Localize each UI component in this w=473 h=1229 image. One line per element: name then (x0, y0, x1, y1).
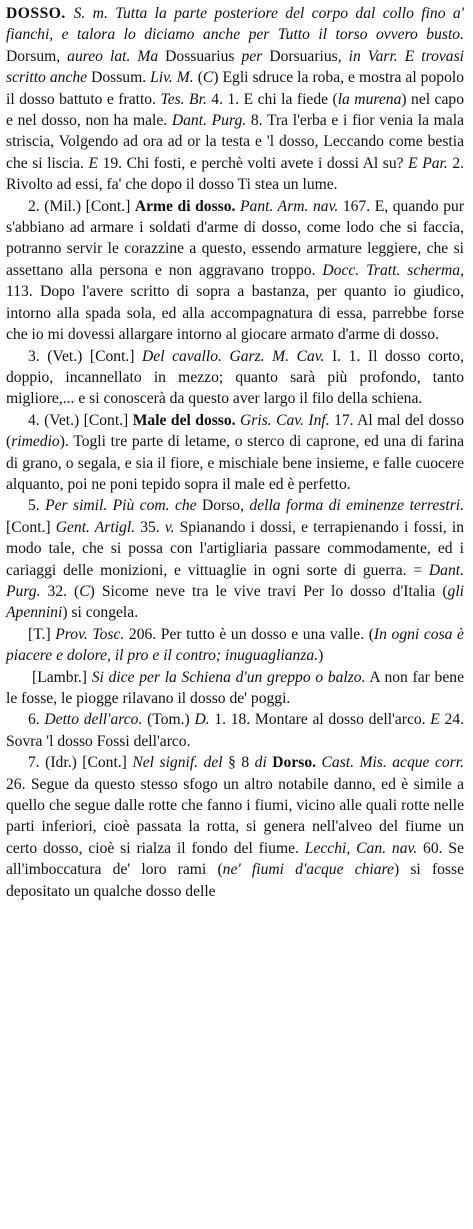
text-run: 2. Rivolto ad essi, fa' che dopo il dosso Ti stea un lume. (6, 154, 465, 194)
text-run: la murena (337, 90, 402, 108)
text-run: 4. (Vet.) [Cont.] (28, 411, 133, 429)
text-run: A non far bene le fosse, le piogge rilavano il dosso de' poggi. (6, 668, 464, 707)
text-run: Pant. Arm. nav. (240, 197, 339, 215)
text-run: S. m. (73, 5, 116, 22)
text-run: v. (164, 518, 175, 536)
text-run: Tutta la parte posteriore del corpo dal collo fino a' fianchi, e talora lo diciamo anche per Tutto il torso ovvero busto. (6, 5, 464, 44)
text-run: 7. (Idr.) [Cont.] (28, 754, 133, 772)
text-run: C (202, 69, 214, 87)
text-run: di (254, 754, 267, 772)
text-run: Detto dell'arco. (44, 711, 143, 729)
text-run: 4. 1. E chi la fiede ( (206, 90, 338, 108)
text-run: in Varr. E trovasi scritto anche (6, 47, 464, 87)
text-run: ) si congela. (62, 604, 139, 622)
text-run: Dorso. (272, 754, 317, 772)
text-run: Liv. M. (150, 69, 194, 87)
entry-sense-6 (6, 709, 464, 752)
text-run: Cast. Mis. acque corr. (321, 754, 464, 772)
text-run: Dant. Purg. (171, 112, 247, 130)
text-run: 35. (135, 518, 165, 536)
text-run: 8. Tra l'erba e i fior venia la mala striscia, Volgendo ad ora ad or la testa e 'l dosso, Leccando come bestia che si liscia. (6, 112, 464, 172)
text-run: ) (318, 647, 324, 665)
text-run: ) Egli sdruce la roba, e mostra al popolo il dosso battuto e fratto. (6, 69, 464, 108)
text-run: 26. Segue da questo stesso sfogo un altro notabile danno, ed è simile a quello che segue dalle rotte che fanno i fiumi, vicino alle quali rotte nelle parti inferiori, cioè passata la rotta, si genera nell'alveo del fiume un certo dosso, cioè si rialza il fondo del fiume. (6, 775, 464, 857)
text-run: [Lambr.] (32, 668, 92, 686)
text-run: 19. Chi fosti, e perchè volti avete i dossi Al su? (98, 154, 409, 172)
text-run: § 8 (222, 754, 255, 772)
text-run: Dorso, (196, 497, 250, 515)
text-run: ( (193, 69, 203, 87)
entry-proverb (6, 624, 464, 667)
text-run: ) nel capo e nel dosso, non ha male. (6, 90, 464, 130)
text-run: 24. Sovra 'l dosso Fossi dell'arco. (6, 711, 465, 750)
text-run: 2. (Mil.) [Cont.] (28, 197, 135, 215)
text-run: Gris. Cav. Inf. (240, 411, 330, 429)
text-run: Arme di dosso. (134, 197, 236, 215)
text-run: (Tom.) (142, 711, 195, 729)
entry-sense-2 (6, 196, 464, 346)
text-run: ne' fiumi d'acque chiare (222, 861, 394, 879)
text-run: Lecchi, Can. nav. (304, 839, 418, 857)
text-run: gli Apennini (6, 582, 464, 622)
text-run: Per simil. Più com. che (45, 497, 197, 515)
text-run: Male del dosso. (132, 411, 236, 429)
text-run: DOSSO. (6, 5, 74, 22)
text-run: Dorsuarius, (262, 47, 349, 65)
text-run: E Par. (408, 154, 448, 172)
text-run: Si dice per la Schiena d'un greppo o balzo. (91, 668, 366, 686)
text-run: 1. 18. Montare al dosso dell'arco. (209, 711, 431, 729)
text-run: Gent. Artigl. (55, 518, 136, 536)
entry-lambr (6, 667, 464, 710)
text-run: della forma di eminenze terrestri. (249, 497, 465, 515)
text-run: C (79, 582, 90, 600)
text-run: Nel signif. del (132, 754, 223, 772)
text-run: 3. (Vet.) [Cont.] (28, 347, 143, 365)
entry-sense-3 (6, 346, 464, 410)
text-run: Spianando i dossi, e terrapienando i fossi, in modo tale, che si possa con l'artigliaria passare commodamente, ed i cariaggi delle monizioni, e vittuaglie in ogni sorte di guerra. = (6, 518, 464, 579)
entry-sense-7 (6, 752, 464, 902)
text-run: 5. (28, 497, 46, 515)
text-run: Tes. Br. (160, 90, 207, 108)
text-run: E (88, 154, 99, 172)
entry-main (6, 3, 464, 196)
text-run: D. (194, 711, 210, 729)
text-run: [Cont.] (6, 518, 56, 536)
text-run: ). Togli tre parte di letame, o sterco di caprone, ed una di farina di grano, o segala, e sia il fiore, e mischiale bene insieme, e falle cuocere alquanto, poi ne poni tepido sopra il male ed è perfetto. (6, 433, 464, 493)
text-run: Del cavallo. Garz. M. Cav. (142, 347, 325, 365)
text-run: Docc. Tratt. scherma, (322, 261, 464, 279)
text-run: 206. Per tutto è un dosso e una valle. ( (124, 625, 374, 643)
text-run: ) si fosse depositato un qualche dosso delle (6, 861, 464, 900)
text-run: Dossuarius (158, 47, 242, 65)
entry-sense-4 (6, 410, 464, 496)
text-run: 167. E, quando pur s'abbiano ad armare i soldati d'arme di dosso, come lodo che si faccia, potranno servir le corazzine a questo, essendo armature leggiere, che si assettano alla persona e non aggravano troppo. (6, 197, 465, 279)
text-run: rimedio (11, 433, 60, 451)
text-run: 60. Se all'imboccatura de' loro rami ( (6, 839, 464, 879)
text-run: Dant. Purg. (6, 561, 464, 600)
text-run: 17. Al mal del dosso ( (6, 411, 465, 451)
text-run: [T.] (28, 625, 56, 643)
text-run: ) Sicome neve tra le vive travi Per lo dosso d'Italia ( (89, 582, 448, 600)
text-run: per (241, 47, 263, 65)
text-run: Prov. Tosc. (55, 625, 125, 643)
text-run: Dorsum, (6, 47, 68, 65)
text-run: In ogni cosa è piacere e dolore, il pro e il contro; inuguaglianza. (6, 625, 464, 665)
text-run: 113. Dopo l'avere scritto di sopra a bastanza, per quanto io giudico, intorno alla spada sola, ed alla accompagnatura di essa, parrebbe forse che io mi dovessi allargare intorno al giocare armato d'arme di dosso. (6, 283, 464, 344)
text-run: I. 1. Il dosso corto, doppio, incannellato in mezzo; quanto sarà più profondo, tanto migliore,... e si conoscerà da questo aver largo il filo della schiena. (6, 347, 464, 408)
text-run: aureo lat. Ma (67, 47, 159, 65)
text-run: 32. ( (40, 582, 80, 600)
entry-sense-5 (6, 495, 464, 623)
text-run: 6. (28, 711, 45, 729)
text-run: E (430, 711, 440, 729)
text-run: Dossum. (87, 69, 151, 87)
